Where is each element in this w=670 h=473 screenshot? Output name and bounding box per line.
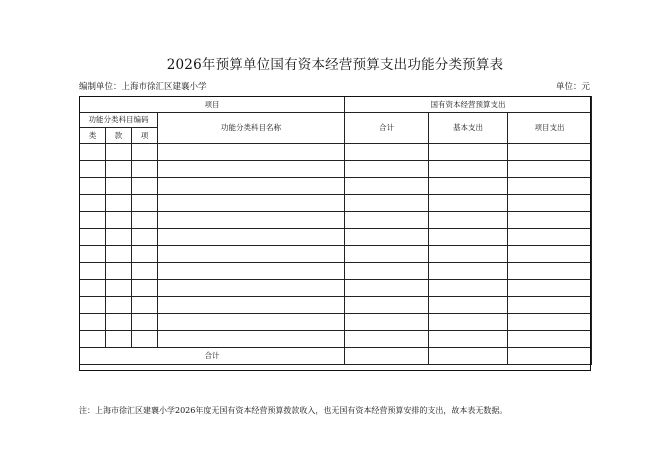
- cell-lei: [80, 263, 106, 280]
- table-row: [80, 331, 592, 348]
- cell-lei: [80, 144, 106, 161]
- cell-kuan: [106, 297, 132, 314]
- cell-name: [158, 144, 345, 161]
- table-row: [80, 229, 592, 246]
- budget-table: [79, 96, 592, 365]
- cell-total: [345, 178, 429, 195]
- cell-lei: [80, 297, 106, 314]
- header-project: 项目支出: [508, 113, 592, 144]
- cell-name: [158, 297, 345, 314]
- header-basic: 基本支出: [429, 113, 508, 144]
- cell-xiang: [132, 161, 158, 178]
- cell-basic: [429, 331, 508, 348]
- cell-xiang: [132, 280, 158, 297]
- cell-kuan: [106, 246, 132, 263]
- cell-total: [345, 229, 429, 246]
- cell-project: [508, 161, 592, 178]
- cell-xiang: [132, 195, 158, 212]
- cell-project: [508, 246, 592, 263]
- cell-kuan: [106, 144, 132, 161]
- header-total: 合计: [345, 113, 429, 144]
- cell-name: [158, 314, 345, 331]
- cell-kuan: [106, 195, 132, 212]
- cell-lei: [80, 195, 106, 212]
- cell-xiang: [132, 178, 158, 195]
- header-name: 功能分类科目名称: [158, 113, 345, 144]
- header-xiang: 项: [132, 128, 158, 144]
- table-row: [80, 212, 592, 229]
- header-item: 项目: [80, 97, 345, 113]
- cell-xiang: [132, 144, 158, 161]
- cell-kuan: [106, 178, 132, 195]
- table-row: [80, 263, 592, 280]
- cell-kuan: [106, 263, 132, 280]
- unit-label: 单位：元: [555, 82, 590, 92]
- table-row: [80, 144, 592, 161]
- cell-project: [508, 280, 592, 297]
- page-title: 2026年预算单位国有资本经营预算支出功能分类预算表: [166, 57, 504, 73]
- cell-kuan: [106, 280, 132, 297]
- cell-basic: [429, 297, 508, 314]
- cell-project: [508, 297, 592, 314]
- total-label: 合计: [80, 348, 345, 365]
- total-cell-total: [345, 348, 429, 365]
- cell-name: [158, 263, 345, 280]
- total-cell-project: [508, 348, 592, 365]
- cell-project: [508, 314, 592, 331]
- cell-project: [508, 195, 592, 212]
- cell-basic: [429, 195, 508, 212]
- cell-kuan: [106, 229, 132, 246]
- cell-name: [158, 178, 345, 195]
- cell-xiang: [132, 314, 158, 331]
- cell-basic: [429, 263, 508, 280]
- cell-lei: [80, 280, 106, 297]
- cell-kuan: [106, 331, 132, 348]
- cell-lei: [80, 314, 106, 331]
- cell-total: [345, 144, 429, 161]
- cell-lei: [80, 212, 106, 229]
- cell-basic: [429, 314, 508, 331]
- total-row: [80, 348, 592, 365]
- table-row: [80, 280, 592, 297]
- cell-project: [508, 331, 592, 348]
- table-row: [80, 178, 592, 195]
- cell-basic: [429, 161, 508, 178]
- cell-basic: [429, 178, 508, 195]
- cell-total: [345, 280, 429, 297]
- cell-project: [508, 144, 592, 161]
- cell-lei: [80, 229, 106, 246]
- table-row: [80, 314, 592, 331]
- table-row: [80, 297, 592, 314]
- compiler-label: 编制单位：上海市徐汇区建襄小学: [79, 82, 207, 92]
- cell-lei: [80, 331, 106, 348]
- cell-xiang: [132, 297, 158, 314]
- table-row: [80, 246, 592, 263]
- header-budget: 国有资本经营预算支出: [345, 97, 592, 113]
- cell-name: [158, 280, 345, 297]
- cell-project: [508, 212, 592, 229]
- header-kuan: 款: [106, 128, 132, 144]
- cell-name: [158, 212, 345, 229]
- table-row: [80, 161, 592, 178]
- cell-basic: [429, 212, 508, 229]
- cell-lei: [80, 178, 106, 195]
- cell-lei: [80, 246, 106, 263]
- cell-xiang: [132, 246, 158, 263]
- cell-project: [508, 263, 592, 280]
- cell-total: [345, 195, 429, 212]
- cell-kuan: [106, 212, 132, 229]
- cell-name: [158, 246, 345, 263]
- cell-total: [345, 161, 429, 178]
- cell-project: [508, 229, 592, 246]
- cell-name: [158, 331, 345, 348]
- cell-name: [158, 229, 345, 246]
- footnote: 注：上海市徐汇区建襄小学2026年度无国有资本经营预算拨款收入，也无国有资本经营预算安排的支出，故本表无数据。: [79, 406, 508, 415]
- cell-total: [345, 314, 429, 331]
- cell-kuan: [106, 161, 132, 178]
- cell-project: [508, 178, 592, 195]
- header-row-2: [80, 113, 592, 128]
- cell-xiang: [132, 212, 158, 229]
- cell-lei: [80, 161, 106, 178]
- cell-name: [158, 161, 345, 178]
- cell-xiang: [132, 331, 158, 348]
- header-row-1: [80, 97, 592, 113]
- header-code: 功能分类科目编码: [80, 113, 158, 128]
- cell-total: [345, 246, 429, 263]
- cell-kuan: [106, 314, 132, 331]
- header-lei: 类: [80, 128, 106, 144]
- cell-total: [345, 212, 429, 229]
- cell-basic: [429, 229, 508, 246]
- cell-xiang: [132, 263, 158, 280]
- table-row: [80, 195, 592, 212]
- cell-name: [158, 195, 345, 212]
- cell-basic: [429, 280, 508, 297]
- total-cell-basic: [429, 348, 508, 365]
- cell-total: [345, 297, 429, 314]
- cell-basic: [429, 246, 508, 263]
- cell-xiang: [132, 229, 158, 246]
- cell-basic: [429, 144, 508, 161]
- cell-total: [345, 263, 429, 280]
- cell-total: [345, 331, 429, 348]
